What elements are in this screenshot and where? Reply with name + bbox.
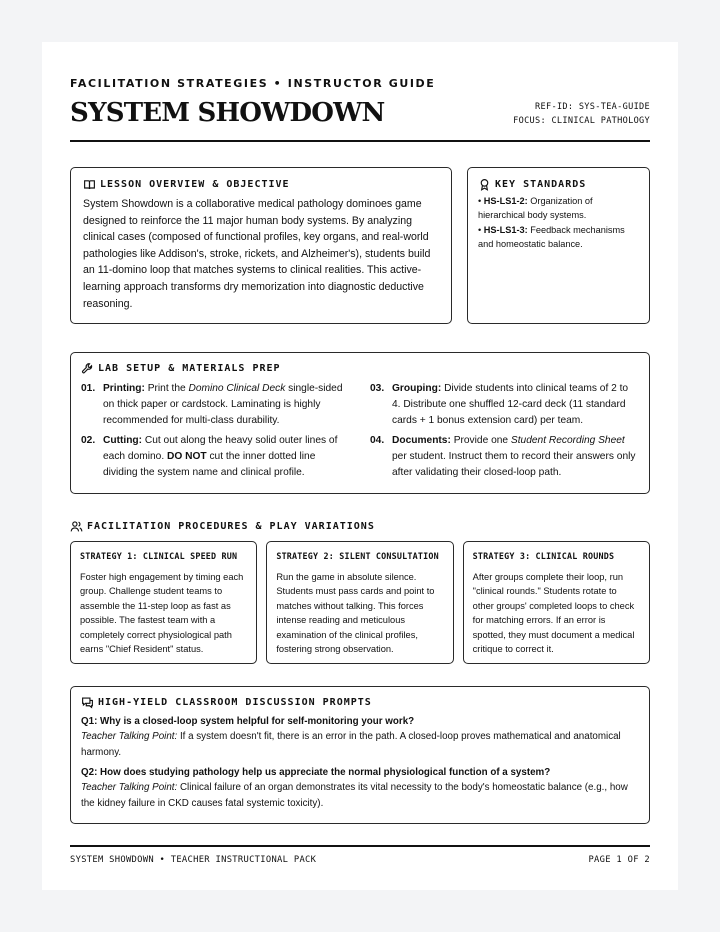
- overview-heading: [83, 178, 439, 191]
- strategy-card: [70, 541, 257, 664]
- standard-text: Feedback mechanisms and homeostatic balance.: [478, 225, 625, 249]
- step-number: 01.: [81, 383, 96, 394]
- wrench-icon: [81, 362, 94, 375]
- book-icon: [83, 178, 96, 191]
- lab-heading-text: LAB SETUP & MATERIALS PREP: [98, 363, 281, 374]
- footer: [70, 855, 650, 865]
- standards-list: [478, 195, 639, 251]
- chat-icon: [81, 696, 94, 709]
- discussion-answer: Teacher Talking Point: Clinical failure of an organ demonstrates its vital necessity to the body's homeostatic balance (e.g., how the kidney failure in CKD causes fatal systemic toxicity).: [81, 782, 628, 809]
- strategy-title: STRATEGY 2: SILENT CONSULTATION: [276, 551, 439, 561]
- step-number: 02.: [81, 435, 96, 447]
- lab-step: [370, 381, 639, 428]
- discussion-question: Q2: How does studying pathology help us appreciate the normal physiological function of a system?: [81, 767, 551, 779]
- standards-panel: [467, 167, 650, 324]
- ref-id: REF-ID: SYS-TEA-GUIDE: [535, 102, 650, 112]
- header-kicker: FACILITATION STRATEGIES • INSTRUCTOR GUIDE: [70, 77, 436, 90]
- step-text: Printing: Print the Domino Clinical Deck single-sided on thick paper or cardstock. Laminating is highly recommended for multi-class durability.: [103, 383, 343, 426]
- top-row: [70, 167, 650, 324]
- document-page: [42, 42, 678, 890]
- standard-item: • HS-LS1-2: Organization of hierarchical body systems.: [478, 196, 593, 220]
- step-number: 04.: [370, 435, 385, 447]
- overview-heading-text: LESSON OVERVIEW & OBJECTIVE: [100, 179, 290, 190]
- standards-heading-text: KEY STANDARDS: [495, 179, 587, 190]
- strategy-body: After groups complete their loop, run "clinical rounds." Students rotate to other groups' completed loops to check for matching errors. If an error is spotted, they must document a medical critique to correct it.: [472, 572, 635, 655]
- discussion-answer: Teacher Talking Point: If a system doesn't fit, there is an error in the path. A closed-loop proves mathematical and anatomical harmony.: [81, 731, 621, 758]
- standard-text: Organization of hierarchical body systems.: [478, 196, 593, 220]
- lab-step: [81, 381, 350, 428]
- overview-body: System Showdown is a collaborative medical pathology dominoes game designed to reinforce the 11 major human body systems. By analyzing clinical cases (composed of functional profiles, key organs, and real-world pathologies like Addison's, stroke, rickets, and Alzheimer's), students build an 11-domino loop that matches systems to clinical realities. This active-learning approach transforms dry memorization into diagnostic deductive reasoning.: [83, 198, 431, 310]
- footer-title: SYSTEM SHOWDOWN • TEACHER INSTRUCTIONAL PACK: [70, 854, 317, 865]
- strategy-body: Run the game in absolute silence. Students must pass cards and point to matches without talking. This forces intense reading and meticulous examination of the clinical profiles, fostering strong observation.: [276, 572, 435, 655]
- discussion-heading: [81, 696, 639, 709]
- header-meta: [513, 100, 650, 128]
- overview-panel: [70, 167, 452, 324]
- standard-item: • HS-LS1-3: Feedback mechanisms and homeostatic balance.: [478, 225, 625, 249]
- standards-heading: [478, 178, 639, 191]
- standard-code: HS-LS1-2:: [483, 196, 528, 206]
- focus-label: FOCUS: CLINICAL PATHOLOGY: [513, 116, 650, 126]
- page-title: SYSTEM SHOWDOWN: [70, 98, 385, 128]
- standard-code: HS-LS1-3:: [483, 225, 528, 235]
- lab-step: [370, 433, 639, 480]
- discussion-heading-text: HIGH-YIELD CLASSROOM DISCUSSION PROMPTS: [98, 697, 372, 708]
- page-number: PAGE 1 OF 2: [588, 854, 650, 865]
- strategy-card: [463, 541, 650, 664]
- discussion-question: Q1: Why is a closed-loop system helpful for self-monitoring your work?: [81, 716, 415, 727]
- header-rule: [70, 140, 650, 142]
- footer-rule: [70, 845, 650, 847]
- strategy-card: [266, 541, 453, 664]
- strategy-title: STRATEGY 1: CLINICAL SPEED RUN: [80, 551, 238, 561]
- ribbon-icon: [478, 178, 491, 191]
- lab-column-right: [370, 381, 639, 486]
- step-text: Cutting: Cut out along the heavy solid outer lines of each domino. DO NOT cut the inner dotted line dividing the system name and clinical profile.: [103, 435, 338, 478]
- lab-setup-panel: [70, 352, 650, 494]
- procedures-heading-text: FACILITATION PROCEDURES & PLAY VARIATIONS: [87, 521, 375, 532]
- step-text: Documents: Provide one Student Recording Sheet per student. Instruct them to record their answers only after validating their closed-loop path.: [392, 435, 636, 478]
- lab-column-left: [81, 381, 350, 486]
- lab-steps: [81, 381, 639, 486]
- strategy-title: STRATEGY 3: CLINICAL ROUNDS: [472, 551, 615, 561]
- lab-step: [81, 433, 350, 480]
- step-text: Grouping: Divide students into clinical teams of 2 to 4. Distribute one shuffled 12-card deck (11 standard cards + 1 bonus extension card) per team.: [392, 383, 629, 426]
- header-row: [70, 96, 650, 130]
- lab-heading: [81, 362, 639, 375]
- strategies-row: [70, 541, 650, 664]
- users-icon: [70, 520, 83, 533]
- step-number: 03.: [370, 383, 385, 394]
- procedures-heading: [70, 520, 650, 533]
- strategy-body: Foster high engagement by timing each group. Challenge student teams to assemble the 11-step loop as fast as possible. The fastest team with a completely correct physiological path earns "Chief Resident" status.: [80, 572, 244, 655]
- discussion-panel: [70, 686, 650, 824]
